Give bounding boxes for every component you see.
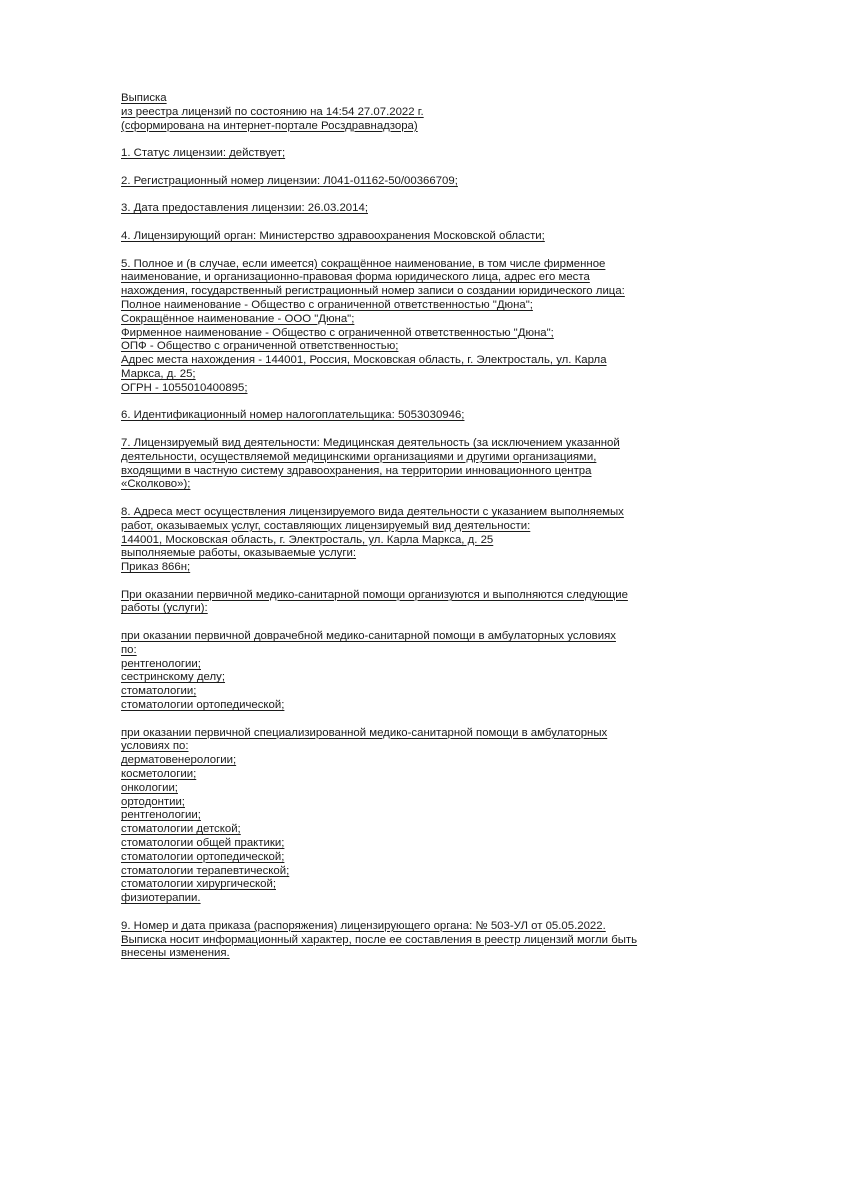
section-line-text: входящими в частную систему здравоохранения, на территории инновационного центра [121, 464, 592, 477]
header-line-text: (сформирована на интернет-портале Росздравнадзора) [121, 119, 418, 132]
section-line-text: работы (услуги): [121, 602, 208, 615]
section-line [121, 465, 681, 479]
section-line [121, 768, 681, 782]
section-line [121, 934, 681, 948]
section-gap [121, 616, 681, 630]
section-line [121, 740, 681, 754]
section-4 [121, 230, 681, 244]
section-gap [121, 575, 681, 589]
section-line [121, 299, 681, 313]
section-gap [121, 161, 681, 175]
extract-header [121, 92, 681, 133]
section-line-text: Маркса, д. 25; [121, 367, 196, 380]
section-line-text: физиотерапии. [121, 892, 201, 905]
section-line-text: 4. Лицензирующий орган: Министерство здравоохранения Московской области; [121, 229, 545, 242]
section-line [121, 409, 681, 423]
section-line-text: 8. Адреса мест осуществления лицензируемого вида деятельности с указанием выполняемых [121, 505, 624, 518]
section-line [121, 644, 681, 658]
section-line [121, 823, 681, 837]
section-line-text: стоматологии детской; [121, 823, 241, 836]
section-2 [121, 175, 681, 189]
section-line-text: дерматовенерологии; [121, 754, 237, 767]
section-line-text: внесены изменения. [121, 947, 230, 960]
section-line-text: стоматологии; [121, 685, 197, 698]
section-line-text: косметологии; [121, 768, 197, 781]
section-line-text: деятельности, осуществляемой медицинскими организациями и другими организациями, [121, 450, 597, 463]
section-line [121, 892, 681, 906]
section-line [121, 175, 681, 189]
section-line-text: стоматологии общей практики; [121, 837, 285, 850]
section-line-text: стоматологии ортопедической; [121, 699, 285, 712]
section-line-text: 3. Дата предоставления лицензии: 26.03.2014; [121, 202, 368, 215]
section-line [121, 602, 681, 616]
section-line [121, 534, 681, 548]
section-line [121, 368, 681, 382]
section-line-text: 7. Лицензируемый вид деятельности: Медицинская деятельность (за исключением указанной [121, 436, 620, 449]
section-line [121, 271, 681, 285]
section-line [121, 451, 681, 465]
header-line [121, 106, 681, 120]
section-line-text: 2. Регистрационный номер лицензии: Л041-01162-50/00366709; [121, 174, 458, 187]
section-line-text: сестринскому делу; [121, 671, 226, 684]
section-8 [121, 506, 681, 575]
section-gap [121, 133, 681, 147]
section-7 [121, 437, 681, 492]
section-line [121, 920, 681, 934]
section-line [121, 147, 681, 161]
section-line-text: Полное наименование - Общество с ограниченной ответственностью "Дюна"; [121, 298, 533, 311]
section-line [121, 782, 681, 796]
section-line-text: 5. Полное и (в случае, если имеется) сокращённое наименование, в том числе фирменное [121, 257, 606, 270]
section-10 [121, 630, 681, 713]
section-line [121, 327, 681, 341]
section-line-text: «Сколково»); [121, 478, 191, 491]
section-gap [121, 423, 681, 437]
section-line-text: по: [121, 643, 137, 656]
section-line-text: стоматологии терапевтической; [121, 864, 290, 877]
section-5 [121, 258, 681, 396]
section-line-text: онкологии; [121, 781, 178, 794]
header-line-text: Выписка [121, 92, 167, 104]
section-gap [121, 492, 681, 506]
section-line-text: Адрес места нахождения - 144001, Россия, Московская область, г. Электросталь, ул. Карла [121, 354, 607, 367]
section-line [121, 699, 681, 713]
section-line [121, 202, 681, 216]
section-line [121, 547, 681, 561]
section-line-text: рентгенологии; [121, 809, 201, 822]
section-line-text: стоматологии ортопедической; [121, 850, 285, 863]
section-line [121, 878, 681, 892]
section-line-text: нахождения, государственный регистрационный номер записи о создании юридического лица: [121, 285, 625, 298]
section-line-text: выполняемые работы, оказываемые услуги: [121, 547, 357, 560]
section-line [121, 809, 681, 823]
section-line-text: наименование, и организационно-правовая форма юридического лица, адрес его места [121, 271, 590, 284]
section-line-text: При оказании первичной медико-санитарной помощи организуются и выполняются следующие [121, 588, 628, 601]
section-line-text: при оказании первичной доврачебной медико-санитарной помощи в амбулаторных условиях [121, 630, 616, 643]
section-line [121, 589, 681, 603]
section-line [121, 837, 681, 851]
section-line [121, 947, 681, 961]
section-gap [121, 189, 681, 203]
section-line [121, 561, 681, 575]
section-line-text: 9. Номер и дата приказа (распоряжения) лицензирующего органа: № 503-УЛ от 05.05.2022. [121, 919, 606, 932]
section-line-text: Сокращённое наименование - ООО "Дюна"; [121, 312, 355, 325]
section-gap [121, 713, 681, 727]
section-line [121, 506, 681, 520]
section-line-text: рентгенологии; [121, 657, 201, 670]
section-line-text: условиях по: [121, 740, 189, 753]
section-line-text: 144001, Московская область, г. Электросталь, ул. Карла Маркса, д. 25 [121, 533, 494, 546]
header-line [121, 92, 681, 106]
section-line [121, 671, 681, 685]
section-gap [121, 216, 681, 230]
section-line-text: стоматологии хирургической; [121, 878, 276, 891]
section-line [121, 685, 681, 699]
section-line-text: ОПФ - Общество с ограниченной ответственностью; [121, 340, 399, 353]
header-line [121, 120, 681, 134]
section-11 [121, 727, 681, 906]
section-line [121, 520, 681, 534]
section-12 [121, 920, 681, 961]
section-line-text: работ, оказываемых услуг, составляющих лицензируемый вид деятельности: [121, 519, 531, 532]
section-line-text: Приказ 866н; [121, 561, 191, 574]
section-line [121, 796, 681, 810]
section-line [121, 382, 681, 396]
section-gap [121, 906, 681, 920]
section-line-text: 6. Идентификационный номер налогоплательщика: 5053030946; [121, 409, 465, 422]
section-line [121, 851, 681, 865]
section-line [121, 258, 681, 272]
section-line-text: Фирменное наименование - Общество с ограниченной ответственностью "Дюна"; [121, 326, 554, 339]
section-line [121, 658, 681, 672]
section-3 [121, 202, 681, 216]
section-line-text: при оказании первичной специализированной медико-санитарной помощи в амбулаторных [121, 726, 608, 739]
section-line-text: 1. Статус лицензии: действует; [121, 147, 286, 160]
section-9 [121, 589, 681, 617]
license-extract [121, 92, 681, 961]
section-line [121, 865, 681, 879]
section-line-text: ортодонтии; [121, 795, 185, 808]
section-line [121, 340, 681, 354]
section-line [121, 630, 681, 644]
section-line [121, 754, 681, 768]
section-line [121, 437, 681, 451]
section-line-text: ОГРН - 1055010400895; [121, 381, 248, 394]
section-line [121, 313, 681, 327]
section-line [121, 230, 681, 244]
section-gap [121, 396, 681, 410]
section-line-text: Выписка носит информационный характер, после ее составления в реестр лицензий могли быть [121, 933, 638, 946]
section-line [121, 478, 681, 492]
section-1 [121, 147, 681, 161]
section-gap [121, 244, 681, 258]
header-line-text: из реестра лицензий по состоянию на 14:54 27.07.2022 г. [121, 105, 424, 118]
section-line [121, 727, 681, 741]
section-line [121, 354, 681, 368]
section-line [121, 285, 681, 299]
section-6 [121, 409, 681, 423]
